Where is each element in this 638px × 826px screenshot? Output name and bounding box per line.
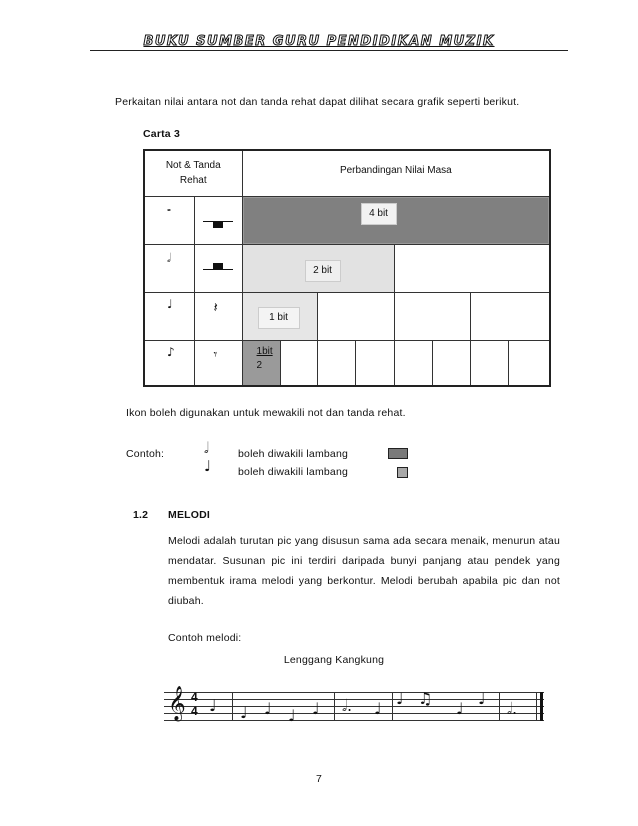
empty-cell — [317, 292, 394, 340]
final-barline-thin — [536, 692, 537, 721]
note-cell — [144, 340, 194, 386]
note: ♩ — [312, 699, 320, 718]
crotchet-note-icon: ♩ — [167, 296, 173, 311]
label-2bit: 2 bit — [305, 260, 341, 282]
crotchet-note-icon: ♩ — [204, 457, 212, 475]
time-signature-bottom: 4 — [191, 704, 198, 718]
note: ♩ — [396, 689, 404, 708]
note: ♩ — [478, 689, 486, 708]
note-cell — [144, 244, 194, 292]
note: ♩ — [374, 699, 382, 718]
treble-clef-icon: 𝄞 — [168, 686, 186, 721]
bar-1bit-cell — [242, 292, 317, 340]
time-signature — [191, 690, 198, 718]
legend-light-swatch — [397, 467, 408, 478]
empty-cell — [432, 340, 470, 386]
header-notes-line1: Not & Tanda — [165, 160, 221, 172]
empty-cell — [317, 340, 355, 386]
note: ♩ — [264, 699, 272, 718]
rest-cell — [194, 244, 242, 292]
empty-cell — [470, 292, 550, 340]
barline — [392, 692, 393, 721]
running-header: BUKU SUMBER GURU PENDIDIKAN MUZIK — [143, 34, 495, 49]
note: ♩ — [209, 696, 217, 715]
dotted-minim-note: 𝅗𝅥. — [507, 699, 518, 718]
minim-note-icon: 𝅗𝅥 — [204, 439, 209, 457]
section-title: MELODI — [168, 509, 211, 521]
rest-cell — [194, 292, 242, 340]
minim-rest-icon — [213, 263, 223, 269]
empty-cell — [394, 244, 550, 292]
empty-cell — [355, 340, 394, 386]
legend-dark-swatch — [388, 448, 408, 459]
bar-4bit-cell — [242, 196, 550, 244]
barline — [232, 692, 233, 721]
example-melody-label: Contoh melodi: — [168, 632, 242, 644]
song-title: Lenggang Kangkung — [283, 654, 385, 666]
note: ♩ — [288, 706, 296, 725]
header-cell-values — [242, 150, 550, 196]
minim-note-icon: 𝅗𝅥 — [167, 250, 171, 265]
barline — [334, 692, 335, 721]
header-cell-notes — [144, 150, 242, 196]
label-half-bit — [257, 345, 273, 373]
crotchet-rest-icon: 𝄽 — [213, 299, 218, 316]
dotted-minim-note: 𝅗𝅥. — [342, 696, 353, 715]
note-cell — [144, 292, 194, 340]
bar-2bit-cell — [242, 244, 394, 292]
note: ♩ — [240, 703, 248, 722]
header-values-label: Perbandingan Nilai Masa — [339, 165, 452, 176]
empty-cell — [394, 340, 432, 386]
label-4bit: 4 bit — [361, 203, 397, 225]
section-paragraph: Melodi adalah turutan pic yang disusun sama ada secara menaik, menurun atau mendatar. Susunan pic ini terdiri daripada bunyi panjang atau pendek yang membentuk irama melodi yang berkontur. Melodi berubah apabila pic dan not diubah. — [168, 535, 560, 607]
note-value-table — [143, 149, 551, 387]
quaver-note-icon: ♪ — [167, 344, 175, 359]
intro-text: Perkaitan nilai antara not dan tanda rehat dapat dilihat secara grafik seperti berikut. — [115, 96, 520, 108]
bar-half-bit-cell — [242, 340, 280, 386]
time-signature-top: 4 — [191, 690, 198, 704]
icons-text: Ikon boleh digunakan untuk mewakili not dan tanda rehat. — [126, 407, 406, 419]
page-number: 7 — [315, 773, 323, 785]
label-half-bit-line2: 2 — [256, 359, 263, 371]
empty-cell — [394, 292, 470, 340]
empty-cell — [470, 340, 508, 386]
header-rule — [90, 50, 568, 51]
label-1bit: 1 bit — [258, 307, 300, 329]
rest-cell — [194, 340, 242, 386]
semibreve-note-icon: 𝅝 — [167, 202, 171, 214]
minim-rest-line-icon — [203, 269, 233, 270]
final-barline-thick — [540, 692, 543, 721]
rest-cell — [194, 196, 242, 244]
semibreve-rest-icon — [213, 222, 223, 228]
section-number: 1.2 — [133, 509, 149, 521]
example-line2: boleh diwakili lambang — [238, 466, 349, 478]
empty-cell — [508, 340, 550, 386]
header-notes-line2: Rehat — [179, 175, 207, 187]
note-cell — [144, 196, 194, 244]
beamed-quavers-note: ♫ — [418, 689, 433, 708]
note-stem-down: ♩ — [456, 699, 464, 718]
barline — [499, 692, 500, 721]
chart-caption: Carta 3 — [143, 128, 181, 140]
empty-cell — [280, 340, 317, 386]
example-label: Contoh: — [126, 448, 165, 460]
label-half-bit-line1: 1bit — [256, 345, 273, 357]
quaver-rest-icon: 𝄾 — [213, 346, 218, 363]
example-line1: boleh diwakili lambang — [238, 448, 349, 460]
